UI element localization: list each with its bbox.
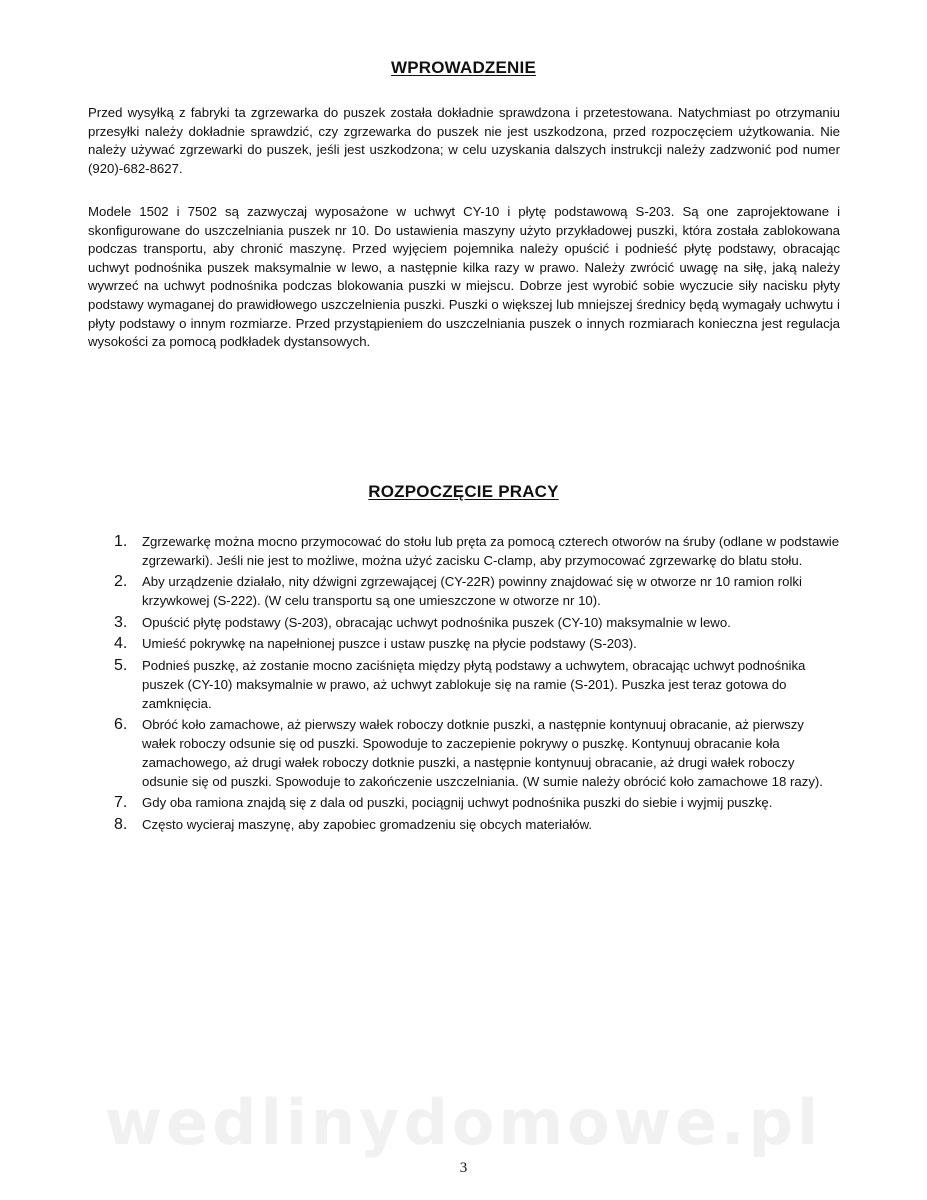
step-text: Aby urządzenie działało, nity dźwigni zgrzewającej (CY-22R) powinny znajdować się w otworze nr 10 ramion rolki krzywkowej (S-222). (W celu transportu są one umieszczone w otworze nr 10).	[142, 574, 802, 609]
step-item	[108, 793, 841, 812]
step-text: Umieść pokrywkę na napełnionej puszce i ustaw puszkę na płycie podstawy (S-203).	[142, 636, 637, 652]
getting-started-heading: ROZPOCZĘCIE PRACY	[368, 482, 559, 501]
step-number: 7.	[114, 794, 128, 812]
step-item	[108, 532, 841, 570]
steps-list	[108, 532, 841, 836]
step-text: Podnieś puszkę, aż zostanie mocno zaciśnięta między płytą podstawy a uchwytem, obracając uchwyt podnośnika puszek (CY-10) maksymalnie w prawo, aż uchwyt zablokuje się na ramie (S-201). Puszka jest teraz gotowa do zamknięcia.	[142, 657, 806, 711]
step-number: 4.	[114, 635, 128, 653]
step-number: 2.	[114, 573, 128, 591]
step-text: Obróć koło zamachowe, aż pierwszy wałek roboczy dotknie puszki, a następnie kontynuuj obracanie, aż pierwszy wałek roboczy odsunie się od puszki. Spowoduje to zaczepienie pokrywy o puszkę. Kontynuuj obracanie koła zamachowego, aż drugi wałek roboczy dotknie puszki, a następnie kontynuuj obracanie, aż drugi wałek roboczy odsunie się od puszki. Spowoduje to zakończenie uszczelniania. (W sumie należy obrócić koło zamachowe 18 razy).	[142, 716, 823, 789]
step-text: Często wycieraj maszynę, aby zapobiec gromadzeniu się obcych materiałów.	[142, 816, 593, 832]
step-text: Gdy oba ramiona znajdą się z dala od puszki, pociągnij uchwyt podnośnika puszki do siebie i wyjmij puszkę.	[142, 795, 773, 811]
page-number: 3	[459, 1160, 468, 1176]
step-item	[108, 715, 841, 791]
step-item	[108, 572, 841, 610]
step-text: Zgrzewarkę można mocno przymocować do stołu lub pręta za pomocą czterech otworów na śruby (odlane w podstawie zgrzewarki). Jeśli nie jest to możliwe, można użyć zacisku C-clamp, aby przymocować zgrzewarkę do blatu stołu.	[142, 534, 840, 568]
step-number: 3.	[114, 613, 128, 631]
step-item	[108, 815, 841, 834]
step-number: 5.	[114, 656, 128, 674]
intro-heading: WPROWADZENIE	[390, 58, 536, 77]
step-number: 8.	[114, 815, 128, 833]
step-number: 6.	[114, 715, 128, 733]
step-text: Opuścić płytę podstawy (S-203), obracając uchwyt podnośnika puszek (CY-10) maksymalnie w lewo.	[142, 614, 731, 630]
step-item	[108, 656, 841, 713]
step-item	[108, 634, 841, 653]
intro-paragraph-1: Przed wysyłką z fabryki ta zgrzewarka do puszek została dokładnie sprawdzona i przetestowana. Natychmiast po otrzymaniu przesyłki należy dokładnie sprawdzić, czy zgrzewarka do puszek nie jest uszkodzona, przed rozpoczęciem użytkowania. Nie należy używać zgrzewarki do puszek, jeśli jest uszkodzona; w celu uzyskania dalszych instrukcji należy zadzwonić pod numer (920)-682-8627.	[88, 105, 840, 176]
watermark: wedlinydomowe.pl	[104, 1086, 823, 1159]
intro-paragraph-2: Modele 1502 i 7502 są zazwyczaj wyposażone w uchwyt CY-10 i płytę podstawową S-203. Są one zaprojektowane i skonfigurowane do uszczelniania puszek nr 10. Do ustawienia maszyny użyto przykładowej puszki, która została zablokowana podczas transportu, aby chronić maszynę. Przed wyjęciem pojemnika należy opuścić i podnieść płytę podstawy, obracając uchwyt podnośnika puszek maksymalnie w lewo, a następnie kilka razy w prawo. Należy zwrócić uwagę na siłę, jaką należy wywrzeć na uchwyt podnośnika podczas blokowania puszki w miejscu. Dobrze jest wyrobić sobie wyczucie siły nacisku płyty podstawy wymaganej do prawidłowego uszczelnienia puszki. Puszki o większej lub mniejszej średnicy będą wymagały uchwytu i płyty podstawy o innym rozmiarze. Przed przystąpieniem do uszczelniania puszek o innych rozmiarach konieczna jest regulacja wysokości za pomocą podkładek dystansowych.	[88, 204, 840, 350]
step-item	[108, 613, 841, 632]
step-number: 1.	[114, 533, 128, 550]
